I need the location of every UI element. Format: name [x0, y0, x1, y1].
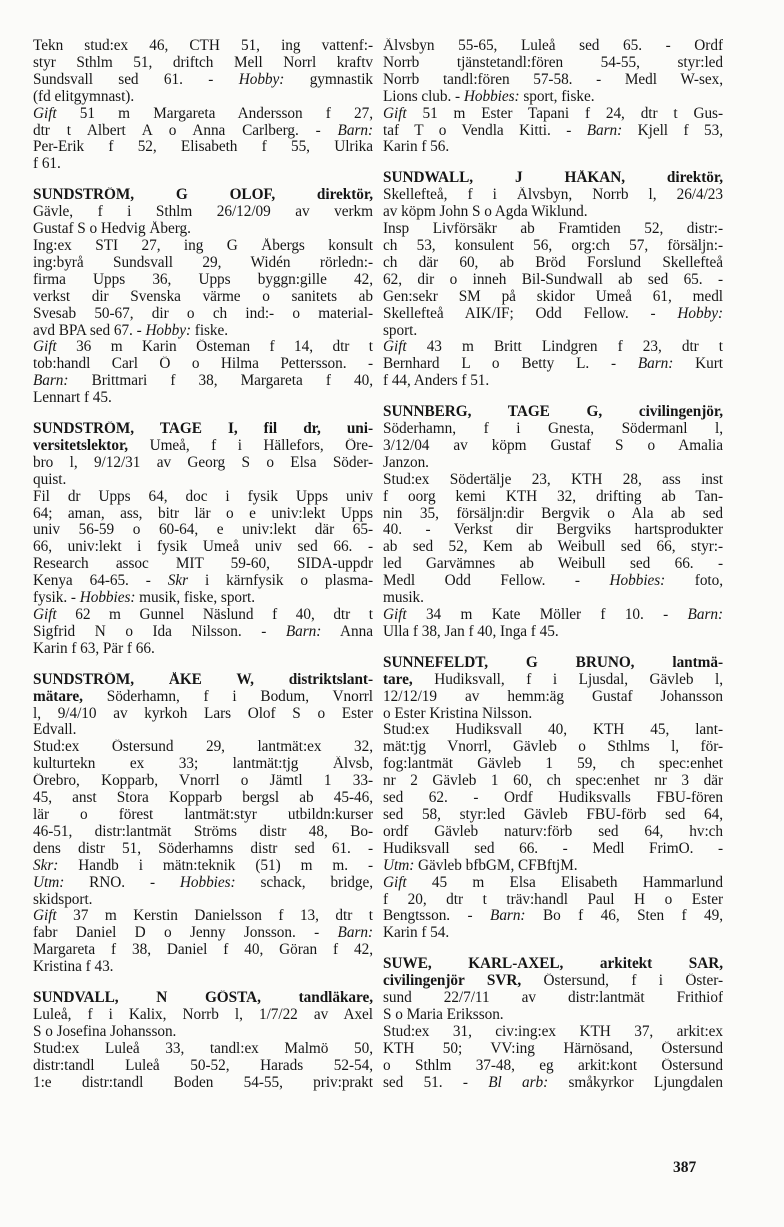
text-line: [383, 323, 723, 340]
entry-heading: SUNNBERG, TAGE G, civilingenjör,: [383, 404, 723, 421]
text-line: [33, 875, 373, 892]
text-line: [33, 722, 373, 739]
text-line: [33, 539, 373, 556]
text-line: [383, 624, 723, 641]
text-line: [33, 323, 373, 340]
text-segment: 62, dir o inneh Bil-Sundwall ab sed 65. -: [383, 271, 723, 288]
text-line: [33, 573, 373, 590]
text-segment: Anna: [321, 623, 373, 640]
text-segment: Edvall.: [33, 722, 77, 739]
biography-entry: [383, 38, 723, 156]
text-segment: Stud:ex Luleå 33, tandl:ex Malmö 50,: [33, 1040, 373, 1057]
text-segment: verkst dir Svenska värme o sanitets ab: [33, 288, 373, 305]
text-segment: ch där 60, ab Bröd Forslund Skellefteå: [383, 254, 723, 271]
text-line: [33, 139, 373, 156]
text-line: [383, 55, 723, 72]
field-label: Barn:: [586, 122, 623, 139]
text-line: [33, 55, 373, 72]
text-segment: Stud:ex Hudiksvall 40, KTH 45, lant-: [383, 722, 723, 739]
text-column-left: [33, 38, 373, 1105]
field-label: Gift: [383, 607, 407, 623]
text-segment: Hudiksvall, f i Ljusdal, Gävleb l,: [412, 671, 723, 688]
text-line: [33, 689, 373, 706]
text-line: [383, 438, 723, 455]
text-line: [383, 472, 723, 489]
biography-entry: [33, 187, 373, 407]
biography-entry: [383, 956, 723, 1091]
text-line: [383, 607, 723, 624]
text-segment: Svesab 50-67, dir o ch ind:- o material-: [33, 305, 373, 322]
text-line: [383, 272, 723, 289]
field-label: Hobby:: [677, 305, 723, 322]
field-label: Barn:: [33, 373, 69, 390]
text-segment: sund 22/7/11 av distr:lantmät Frithiof: [383, 990, 723, 1007]
text-segment: småkyrkor Ljungdalen: [548, 1074, 723, 1091]
field-label: Hobby:: [145, 322, 192, 339]
text-segment: Östersund, f i Öster-: [521, 973, 723, 990]
text-segment: bro l, 9/12/31 av Georg S o Elsa Söder-: [33, 454, 373, 471]
text-segment: S o Josefina Johansson.: [33, 1023, 177, 1040]
text-line: [33, 841, 373, 858]
text-line: [383, 655, 723, 672]
text-segment: Gävleb bfbGM, CFBftjM.: [414, 857, 578, 874]
text-line: [33, 908, 373, 925]
text-segment: S o Maria Eriksson.: [383, 1006, 504, 1023]
text-segment: f 44, Anders f 51.: [383, 373, 490, 390]
text-segment: dtr t Albert A o Anna Carlberg. -: [33, 122, 338, 139]
text-line: [383, 1024, 723, 1041]
text-line: [33, 773, 373, 790]
text-segment: o Sthlm 37-48, eg arkit:kont Östersund: [383, 1057, 723, 1074]
biography-entry: [33, 38, 373, 173]
text-segment: Handb i mätn:teknik (51) m m. -: [58, 857, 373, 874]
text-segment: Gävle, f i Sthlm 26/12/09 av verkm: [33, 204, 373, 221]
entry-heading: civilingenjör SVR,: [383, 973, 522, 990]
text-segment: Umeå, f i Hällefors, Öre-: [128, 437, 373, 454]
text-segment: Per-Erik f 52, Elisabeth f 55, Ulrika: [33, 139, 373, 156]
entry-heading: SUNNEFELDT, G BRUNO, lantmä-: [383, 654, 723, 671]
text-segment: Insp Livförsäkr ab Framtiden 52, distr:-: [383, 221, 723, 238]
text-segment: Söderhamn, f i Bodum, Vnorrl: [82, 688, 373, 705]
biography-entry: [383, 655, 723, 942]
text-line: [383, 1075, 723, 1092]
text-segment: fysik. -: [33, 590, 80, 607]
text-segment: Bernhard L o Betty L. -: [383, 356, 638, 373]
text-line: [33, 892, 373, 909]
text-segment: ordf Gävleb naturv:förb sed 64, hv:ch: [383, 823, 723, 840]
text-segment: Skellefteå AIK/IF; Odd Fellow. -: [383, 305, 678, 322]
text-segment: Bo f 46, Sten f 49,: [525, 908, 723, 925]
text-segment: 37 m Kerstin Danielsson f 13, dtr t: [56, 908, 373, 925]
text-line: [33, 339, 373, 356]
text-line: [383, 506, 723, 523]
text-line: [383, 756, 723, 773]
text-segment: sed 51. -: [383, 1074, 489, 1091]
text-segment: Karin f 56.: [383, 139, 450, 156]
text-segment: kulturtekn ex 33; lantmät:tjg Älvsb,: [33, 756, 373, 773]
text-line: [383, 221, 723, 238]
text-segment: Brittmari f 38, Margareta f 40,: [68, 373, 373, 390]
text-line: [33, 123, 373, 140]
text-segment: lär o förest lantmät:styr utbildn:kurser: [33, 806, 373, 823]
text-segment: Sigfrid N o Ida Nilsson. -: [33, 623, 286, 640]
field-label: Gift: [383, 874, 407, 891]
page-number: 387: [673, 1159, 697, 1176]
text-line: [383, 421, 723, 438]
text-line: [383, 404, 723, 421]
text-segment: quist.: [33, 471, 67, 488]
text-segment: led Garvämnes ab Weibull sed 66. -: [383, 556, 723, 573]
entry-heading: SUNDWALL, J HÅKAN, direktör,: [383, 170, 723, 187]
text-line: [383, 925, 723, 942]
text-segment: l, 9/4/10 av kyrkoh Lars Olof S o Ester: [33, 705, 373, 722]
field-label: Hobbies:: [463, 88, 520, 105]
text-segment: 1:e distr:tandl Boden 54-55, priv:prakt: [33, 1074, 373, 1091]
text-line: [33, 72, 373, 89]
biography-entry: [33, 990, 373, 1091]
field-label: Skr: [167, 573, 189, 590]
text-line: [383, 139, 723, 156]
field-label: Gift: [33, 908, 57, 925]
text-segment: fiske.: [191, 322, 229, 339]
text-segment: Tekn stud:ex 46, CTH 51, ing vattenf:-: [33, 38, 373, 54]
text-line: [383, 672, 723, 689]
text-line: [383, 824, 723, 841]
text-line: [383, 238, 723, 255]
text-line: [33, 824, 373, 841]
text-segment: 12/12/19 av hemm:äg Gustaf Johansson: [383, 688, 723, 705]
text-segment: Stud:ex Södertälje 23, KTH 28, ass inst: [383, 471, 723, 488]
text-segment: 46-51, distr:lantmät Ströms distr 48, Bo-: [33, 823, 373, 840]
text-segment: schack, bridge,: [235, 874, 373, 891]
field-label: Gift: [33, 339, 57, 356]
text-segment: Norrb tjänstetandl:fören 54-55, styr:led: [383, 54, 723, 71]
text-line: [33, 89, 373, 106]
text-segment: 64; aman, ass, bitr lär o e univ:lekt Upps: [33, 505, 373, 522]
text-segment: Lennart f 45.: [33, 390, 112, 407]
entry-heading: mätare,: [33, 688, 83, 705]
text-segment: 43 m Britt Lindgren f 23, dtr t: [406, 339, 723, 356]
text-line: [33, 438, 373, 455]
text-line: [33, 506, 373, 523]
text-line: [383, 706, 723, 723]
text-line: [383, 123, 723, 140]
entry-heading: versitetslektor,: [33, 437, 129, 454]
text-segment: styr Sthlm 51, driftch Mell Norrl kraftv: [33, 54, 373, 71]
text-line: [33, 556, 373, 573]
biography-entry: [383, 404, 723, 641]
text-line: [33, 807, 373, 824]
text-line: [33, 356, 373, 373]
text-line: [33, 925, 373, 942]
text-segment: sport.: [383, 322, 418, 339]
field-label: Hobbies:: [79, 590, 136, 607]
entry-heading: SUNDSTRÖM, TAGE I, fil dr, uni-: [33, 421, 373, 438]
field-label: Barn:: [637, 356, 674, 373]
text-segment: o Ester Kristina Nilsson.: [383, 705, 533, 722]
text-segment: fog:lantmät Gävleb 1 59, ch spec:enhet: [383, 756, 723, 773]
text-segment: 40. - Verkst dir Bergviks hartsprodukter: [383, 522, 723, 539]
text-segment: tob:handl Carl Ö o Hilma Pettersson. -: [33, 356, 373, 373]
text-segment: Kristina f 43.: [33, 959, 114, 976]
text-segment: ing:byrå Sundsvall 29, Widén rörledn:-: [33, 254, 373, 271]
text-line: [383, 204, 723, 221]
text-segment: Margareta f 38, Daniel f 40, Göran f 42,: [33, 942, 373, 959]
entry-heading: SUNDVALL, N GÖSTA, tandläkare,: [33, 990, 373, 1007]
entry-heading: SUNDSTRÖM, ÅKE W, distriktslant-: [33, 671, 373, 688]
text-line: [383, 956, 723, 973]
text-segment: f 20, dtr t träv:handl Paul H o Ester: [383, 891, 723, 908]
text-line: [33, 522, 373, 539]
field-label: Utm:: [383, 857, 415, 874]
text-line: [383, 556, 723, 573]
text-line: [383, 841, 723, 858]
text-segment: Stud:ex Östersund 29, lantmät:ex 32,: [33, 739, 373, 756]
text-segment: KTH 50; VV:ing Härnösand, Östersund: [383, 1040, 723, 1057]
text-line: [33, 1024, 373, 1041]
text-line: [33, 1007, 373, 1024]
text-segment: Janzon.: [383, 454, 429, 471]
text-line: [33, 756, 373, 773]
text-line: [383, 356, 723, 373]
field-label: Bl arb:: [488, 1074, 549, 1091]
text-segment: nr 2 Gävleb 1 60, ch spec:enhet nr 3 där: [383, 773, 723, 790]
field-label: Gift: [383, 339, 407, 356]
text-segment: 45, anst Stora Kopparb bergsl ab 45-46,: [33, 790, 373, 807]
text-line: [383, 306, 723, 323]
text-segment: sed 62. - Ordf Hudiksvalls FBU-fören: [383, 790, 723, 807]
text-line: [33, 204, 373, 221]
text-line: [33, 221, 373, 238]
text-segment: firma Upps 36, Upps byggn:gille 42,: [33, 271, 373, 288]
text-line: [33, 942, 373, 959]
text-segment: Norrb tandl:fören 57-58. - Medl W-sex,: [383, 71, 723, 88]
biography-entry: [33, 672, 373, 976]
field-label: Skr:: [33, 857, 59, 874]
text-line: [383, 790, 723, 807]
text-line: [383, 455, 723, 472]
text-line: [33, 156, 373, 173]
text-line: [33, 373, 373, 390]
field-label: Gift: [33, 607, 57, 623]
text-line: [33, 255, 373, 272]
text-segment: 66, univ:lekt i fysik Umeå univ sed 66. -: [33, 539, 373, 556]
text-line: [33, 959, 373, 976]
text-segment: Research assoc MIT 59-60, SIDA-uppdr: [33, 556, 373, 573]
text-line: [383, 722, 723, 739]
text-line: [383, 1007, 723, 1024]
text-segment: 34 m Kate Möller f 10. -: [406, 607, 688, 623]
text-line: [33, 390, 373, 407]
text-line: [33, 672, 373, 689]
biography-entry: [383, 170, 723, 390]
text-segment: Kurt: [673, 356, 723, 373]
entry-heading: SUWE, KARL-AXEL, arkitekt SAR,: [383, 956, 723, 973]
text-segment: Hudiksvall sed 66. - Medl FrimO. -: [383, 840, 723, 857]
text-line: [33, 272, 373, 289]
text-segment: fabr Daniel D o Jenny Jonsson. -: [33, 925, 338, 942]
text-segment: mät:tjg Vnorrl, Gävleb o Sthlms l, för-: [383, 739, 723, 756]
text-line: [33, 38, 373, 55]
text-segment: Karin f 54.: [383, 925, 450, 942]
text-line: [33, 489, 373, 506]
text-line: [383, 858, 723, 875]
field-label: Hobbies:: [609, 573, 666, 590]
text-line: [383, 1058, 723, 1075]
text-line: [33, 306, 373, 323]
text-segment: univ 56-59 o 60-64, e univ:lekt där 65-: [33, 522, 373, 539]
text-line: [33, 1058, 373, 1075]
text-segment: (fd elitgymnast).: [33, 88, 135, 105]
text-line: [33, 739, 373, 756]
text-segment: av köpm John S o Agda Wiklund.: [383, 204, 588, 221]
text-line: [33, 607, 373, 624]
text-segment: Ulla f 38, Jan f 40, Inga f 45.: [383, 623, 559, 640]
text-segment: Söderhamn, f i Gnesta, Södermanl l,: [383, 421, 723, 438]
text-segment: distr:tandl Luleå 50-52, Harads 52-54,: [33, 1057, 373, 1074]
text-line: [33, 590, 373, 607]
text-segment: Kenya 64-65. -: [33, 573, 168, 590]
text-line: [383, 89, 723, 106]
text-segment: musik.: [383, 590, 424, 607]
text-segment: Fil dr Upps 64, doc i fysik Upps univ: [33, 488, 373, 505]
text-segment: Älvsbyn 55-65, Luleå sed 65. - Ordf: [383, 38, 723, 54]
text-segment: taf T o Vendla Kitti. -: [383, 122, 587, 139]
text-segment: i kärnfysik o plasma-: [188, 573, 373, 590]
text-segment: Gen:sekr SM på skidor Umeå 61, medl: [383, 288, 723, 305]
text-line: [33, 187, 373, 204]
text-line: [33, 790, 373, 807]
text-segment: RNO. -: [64, 874, 180, 891]
text-segment: dens distr 51, Söderhamns distr sed 61. -: [33, 840, 373, 857]
text-segment: 36 m Karin Östeman f 14, dtr t: [56, 339, 373, 356]
text-segment: ch 53, konsulent 56, org:ch 57, försäljn:-: [383, 237, 723, 254]
text-line: [383, 522, 723, 539]
text-segment: 62 m Gunnel Näslund f 40, dtr t: [56, 607, 373, 623]
text-line: [383, 289, 723, 306]
field-label: Barn:: [337, 925, 373, 942]
text-segment: nin 35, försäljn:dir Bergvik o Ala ab sed: [383, 505, 723, 522]
text-segment: Stud:ex 31, civ:ing:ex KTH 37, arkit:ex: [383, 1023, 723, 1040]
field-label: Hobby:: [238, 71, 285, 88]
text-line: [33, 421, 373, 438]
text-segment: foto,: [665, 573, 723, 590]
text-line: [33, 455, 373, 472]
text-segment: Karin f 63, Pär f 66.: [33, 640, 155, 657]
text-line: [383, 807, 723, 824]
text-segment: 45 m Elsa Elisabeth Hammarlund: [406, 874, 723, 891]
text-segment: sed 58, styr:led Gävleb FBU-förb sed 64,: [383, 806, 723, 823]
biography-entry: [33, 421, 373, 658]
field-label: Gift: [383, 105, 407, 122]
text-segment: Bengtsson. -: [383, 908, 491, 925]
text-line: [33, 858, 373, 875]
text-segment: Sundsvall sed 61. -: [33, 71, 239, 88]
text-line: [33, 641, 373, 658]
text-line: [33, 990, 373, 1007]
text-segment: f 61.: [33, 156, 61, 173]
text-line: [383, 255, 723, 272]
text-line: [383, 72, 723, 89]
text-column-right: [383, 38, 723, 1105]
text-segment: Kjell f 53,: [622, 122, 723, 139]
text-segment: Gustaf S o Hedvig Åberg.: [33, 221, 191, 238]
text-line: [383, 573, 723, 590]
text-line: [33, 238, 373, 255]
field-label: Barn:: [490, 908, 526, 925]
field-label: Barn:: [337, 122, 373, 139]
text-segment: 3/12/04 av köpm Gustaf S o Amalia: [383, 437, 723, 454]
text-line: [383, 892, 723, 909]
text-line: [383, 689, 723, 706]
text-segment: Luleå, f i Kalix, Norrb l, 1/7/22 av Axel: [33, 1006, 373, 1023]
text-line: [383, 908, 723, 925]
text-segment: gymnastik: [284, 71, 373, 88]
text-line: [383, 973, 723, 990]
text-line: [383, 875, 723, 892]
text-segment: avd BPA sed 67. -: [33, 322, 146, 339]
text-line: [383, 539, 723, 556]
text-line: [33, 706, 373, 723]
field-label: Gift: [33, 105, 57, 122]
text-line: [383, 590, 723, 607]
text-line: [383, 373, 723, 390]
text-line: [33, 1041, 373, 1058]
field-label: Hobbies:: [179, 874, 236, 891]
text-segment: Lions club. -: [383, 88, 464, 105]
text-segment: f oorg kemi KTH 32, drifting ab Tan-: [383, 488, 723, 505]
text-line: [33, 624, 373, 641]
text-line: [383, 170, 723, 187]
text-line: [383, 739, 723, 756]
entry-heading: tare,: [383, 671, 413, 688]
text-segment: Skellefteå, f i Älvsbyn, Norrb l, 26/4/23: [383, 187, 723, 204]
text-line: [383, 106, 723, 123]
text-line: [383, 773, 723, 790]
text-segment: sport, fiske.: [519, 88, 595, 105]
text-segment: 51 m Margareta Andersson f 27,: [56, 105, 373, 122]
entry-heading: SUNDSTRÖM, G OLOF, direktör,: [33, 187, 373, 204]
field-label: Barn:: [687, 607, 723, 623]
text-segment: Örebro, Kopparb, Vnorrl o Jämtl 1 33-: [33, 773, 373, 790]
text-segment: ab sed 52, Kem ab Weibull sed 66, styr:-: [383, 539, 723, 556]
text-segment: Medl Odd Fellow. -: [383, 573, 610, 590]
text-line: [383, 187, 723, 204]
text-line: [383, 1041, 723, 1058]
text-line: [383, 38, 723, 55]
text-segment: skidsport.: [33, 891, 93, 908]
text-segment: musik, fiske, sport.: [135, 590, 256, 607]
text-line: [33, 106, 373, 123]
field-label: Utm:: [33, 874, 65, 891]
text-segment: Ing:ex STI 27, ing G Åbergs konsult: [33, 237, 373, 254]
text-line: [383, 339, 723, 356]
text-line: [33, 472, 373, 489]
field-label: Barn:: [285, 623, 322, 640]
text-line: [33, 289, 373, 306]
text-segment: 51 m Ester Tapani f 24, dtr t Gus-: [406, 105, 723, 122]
text-line: [33, 1075, 373, 1092]
text-line: [383, 489, 723, 506]
text-line: [383, 990, 723, 1007]
